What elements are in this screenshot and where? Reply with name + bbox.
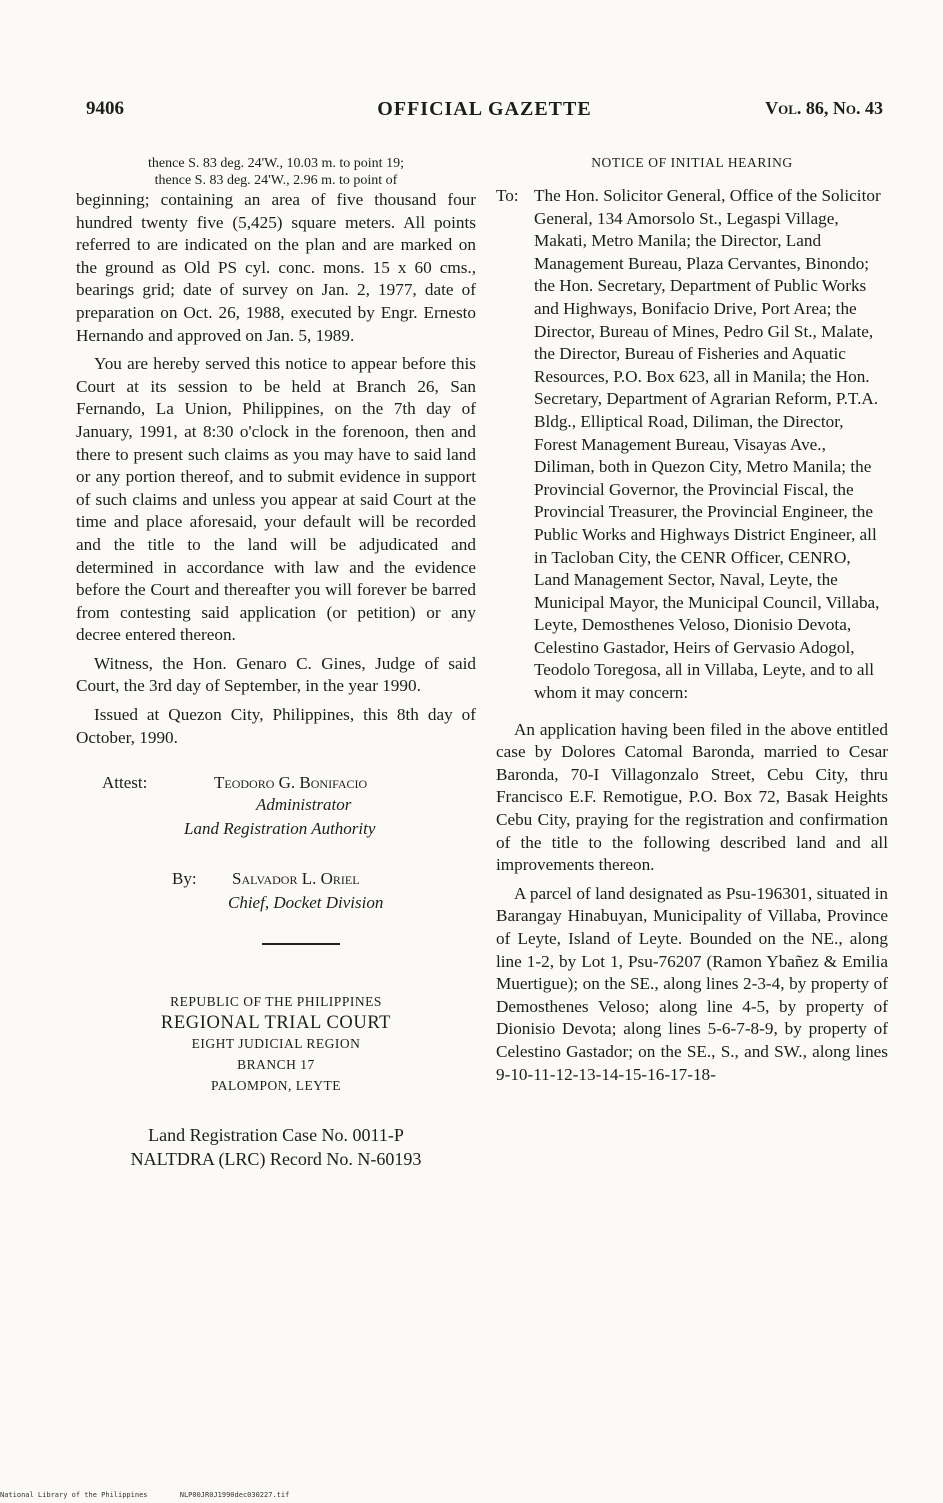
court-line-region: EIGHT JUDICIAL REGION	[191, 1036, 361, 1052]
by-block	[76, 869, 476, 919]
attest-title: Administrator	[256, 795, 352, 815]
issued-paragraph: Issued at Quezon City, Philippines, this 8th day of October, 1990.	[76, 705, 476, 747]
right-column	[496, 155, 888, 1086]
addressees-block	[496, 185, 888, 705]
parcel-paragraph: A parcel of land designated as Psu-196301, situated in Barangay Hinabuyan, Municipality of Villaba, Province of Leyte, Island of Leyte. Bounded on the NE., along line 1-2, by Lot 1, Psu-76207 (Ramon Ybañez & Emilia Muertigue); on the SE., along lines 2-3-4, by property of Demosthenes Veloso; along line 4-5, by property of Dionisio Devota; along lines 5-6-7-8-9, by property of Celestino Gastador; on the SE., S., and SW., along lines 9-10-11-12-13-14-15-16-17-18-	[496, 883, 888, 1084]
court-line-branch: BRANCH 17	[237, 1057, 315, 1073]
by-name: Salvador L. Oriel	[232, 869, 360, 889]
section-divider	[262, 943, 340, 945]
scan-footer	[0, 1491, 317, 1499]
attest-agency: Land Registration Authority	[184, 819, 376, 839]
to-label: To:	[496, 186, 519, 205]
case-number: Land Registration Case No. 0011-P	[148, 1125, 404, 1146]
continuation-line-1: thence S. 83 deg. 24'W., 10.03 m. to point 19;	[148, 156, 404, 171]
attest-block	[76, 773, 476, 863]
by-title: Chief, Docket Division	[228, 893, 384, 913]
court-line-republic: REPUBLIC OF THE PHILIPPINES	[170, 994, 382, 1010]
volume-number: Vol. 86, No. 43	[765, 98, 883, 118]
left-column	[76, 155, 476, 1171]
continuation-line-2: thence S. 83 deg. 24'W., 2.96 m. to point of	[154, 173, 398, 188]
notice-title: NOTICE OF INITIAL HEARING	[591, 155, 793, 170]
court-line-rtc: REGIONAL TRIAL COURT	[160, 1013, 392, 1034]
description-paragraph: beginning; containing an area of five thousand four hundred twenty five (5,425) square meters. All points referred to are indicated on the plan and are marked on the ground as Old PS cyl. conc. mons. 15 x 60 cms., bearings grid; date of survey on Jan. 2, 1977, date of preparation on Oct. 26, 1988, executed by Engr. Ernesto Hernando and approved on Jan. 5, 1989.	[76, 190, 476, 345]
page-header	[86, 98, 883, 128]
footer-library: National Library of the Philippines	[0, 1491, 148, 1499]
witness-paragraph: Witness, the Hon. Genaro C. Gines, Judge of said Court, the 3rd day of September, in the year 1990.	[76, 653, 476, 696]
case-heading	[76, 1123, 476, 1171]
attest-label: Attest:	[102, 773, 148, 793]
publication-title: OFFICIAL GAZETTE	[377, 98, 592, 120]
application-paragraph: An application having been filed in the above entitled case by Dolores Catomal Baronda, married to Cesar Baronda, 70-I Villagonzalo Street, Cebu City, thru Francisco E.F. Remotigue, P.O. Box 72, Basak Heights Cebu City, praying for the registration and confirmation of the title to the following described land and all improvements thereon.	[496, 719, 888, 875]
court-line-location: PALOMPON, LEYTE	[210, 1078, 341, 1094]
addressees-text: The Hon. Solicitor General, Office of the Solicitor General, 134 Amorsolo St., Legaspi Village, Makati, Metro Manila; the Director, Land Management Bureau, Plaza Cervantes, Binondo; the Hon. Secretary, Department of Public Works and Highways, Bonifacio Drive, Port Area; the Director, Bureau of Mines, Pedro Gil St., Malate, the Director, Bureau of Fisheries and Aquatic Resources, P.O. Box 623, all in Manila; the Hon. Secretary, Department of Agrarian Reform, P.T.A. Bldg., Elliptical Road, Diliman, the Director, Forest Management Bureau, Visayas Ave., Diliman, both in Quezon City, Metro Manila; the Provincial Governor, the Provincial Fiscal, the Provincial Treasurer, the Provincial Engineer, the Public Works and Highways District Engineer, all in Tacloban City, the CENR Officer, CENRO, Land Management Sector, Naval, Leyte, the Municipal Mayor, the Municipal Council, Villaba, Leyte, Demosthenes Veloso, Dionisio Devota, Celestino Gastador, Heirs of Gervasio Adogol, Teodolo Toregosa, all in Villaba, Leyte, and to all whom it may concern:	[534, 186, 881, 703]
page-number: 9406	[86, 98, 124, 119]
by-label: By:	[172, 869, 197, 889]
footer-filename: NLP00JR0J1990dec030227.tif	[179, 1491, 290, 1499]
record-number: NALTDRA (LRC) Record No. N-60193	[130, 1149, 422, 1170]
court-heading	[76, 991, 476, 1097]
notice-paragraph: You are hereby served this notice to appear before this Court at its session to be held at Branch 26, San Fernando, La Union, Philippines, on the 7th day of January, 1991, at 8:30 o'clock in the forenoon, then and there to present such claims as you may have to said land or any portion thereof, and to submit evidence in support of such claims and unless you appear at said Court at the time and place aforesaid, your default will be recorded and the title to the land will be adjudicated and determined in accordance with law and the evidence before the Court and thereafter you will forever be barred from contesting said application (or petition) or any decree entered thereon.	[76, 354, 476, 645]
attest-name: Teodoro G. Bonifacio	[214, 773, 368, 793]
